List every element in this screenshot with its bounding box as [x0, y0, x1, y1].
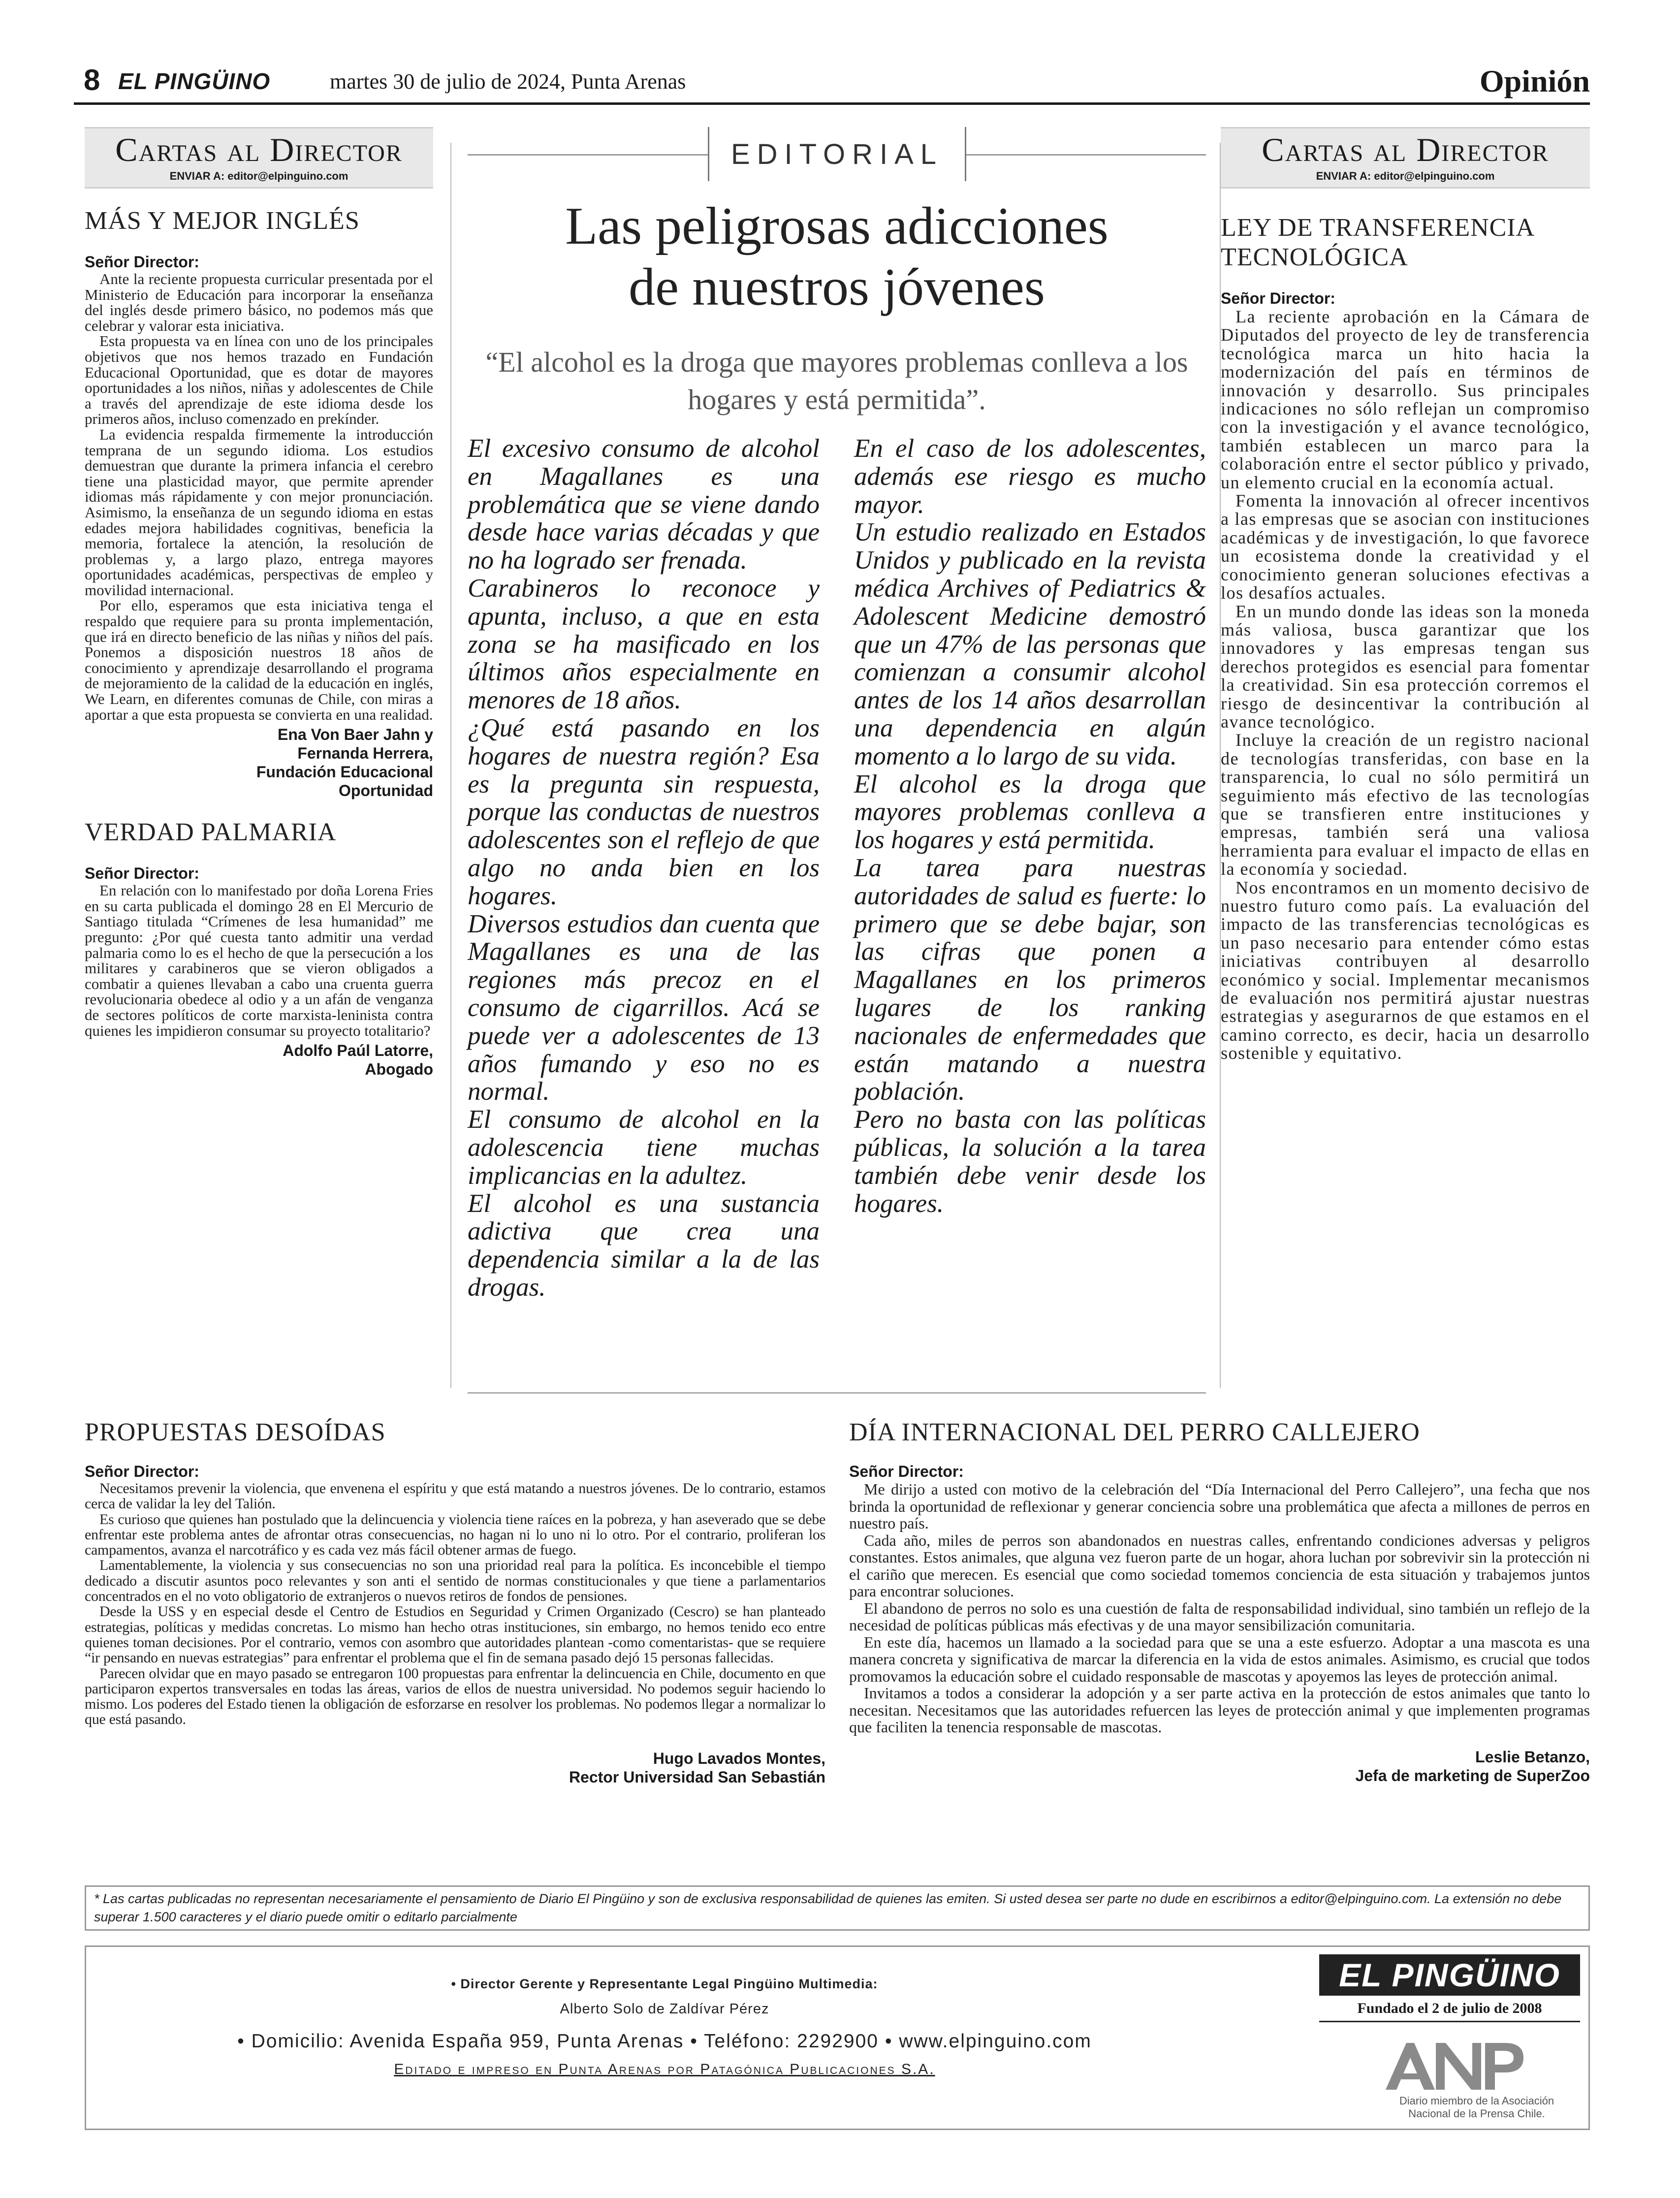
printed-by: Editado e impreso en Punta Arenas por Patagónica Publicaciones S.A.: [394, 2061, 935, 2077]
editorial-paragraph: Un estudio realizado en Estados Unidos y publicado en la revista médica Archives of Pediatrics & Adolescent Medicine demostró que un 47% de las personas que comienzan a consumir alcohol antes de los 14 años desarrollan una dependencia en algún momento a lo largo de su vida.: [854, 518, 1206, 770]
anp-caption: [1373, 2095, 1580, 2120]
editorial-rule: [468, 154, 708, 156]
headline-line: de nuestros jóvenes: [629, 258, 1045, 317]
letter-paragraph: Incluye la creación de un registro nacional de tecnologías transferidas, con base en la transparencia, lo cual no sólo permitirá un seguimiento más efectivo de las tecnologías que se transfieren entre instituciones y empresas, también será una valiosa herramienta para evaluar el impacto de ellas en la economía y sociedad.: [1221, 730, 1590, 879]
letter-salutation: Señor Director:: [85, 253, 199, 271]
letter-paragraph: La evidencia respalda firmemente la introducción temprana de un segundo idioma. Los estudios demuestran que durante la primera infancia el cerebro tiene una plasticidad mayor, que permite aprender idiomas más rápidamente y con mejor pronunciación. Asimismo, la enseñanza de un segundo idioma en estas edades mejora habilidades cognitivas, beneficia la memoria, fortalece la atención, la resolución de problemas y, a largo plazo, entrega mayores oportunidades académicas, perspectivas de empleo y movilidad internacional.: [85, 425, 433, 599]
director-label: • Director Gerente y Representante Legal Pingüino Multimedia:: [451, 1976, 878, 1991]
letter-paragraph: Esta propuesta va en línea con uno de los principales objetivos que nos hemos trazado en Fundación Educacional Oportunidad, que es dotar de mayores oportunidades a los niños, niñas y adolescentes de Chile a través del aprendizaje de este idioma desde los primeros años, incluso comenzado en prekínder.: [85, 332, 433, 428]
signature-line: Ena Von Baer Jahn y: [278, 726, 433, 744]
letter-paragraph: Cada año, miles de perros son abandonados en nuestras calles, enfrentando condiciones adversas y peligros constantes. Estos animales, que alguna vez fueron parte de un hogar, ahora luchan por sobrevivir sin la protección ni el cariño que merecen. Es esencial que como sociedad tomemos conciencia de esta situación y trabajemos juntos para encontrar soluciones.: [849, 1531, 1590, 1600]
signature-line: Adolfo Paúl Latorre,: [283, 1042, 433, 1060]
letters-banner-title: Cartas al Director: [1262, 131, 1549, 168]
letter-title: PROPUESTAS DESOÍDAS: [85, 1418, 386, 1446]
page-number: 8: [84, 64, 100, 96]
editorial: [468, 127, 1206, 1395]
letter-signature: [85, 1041, 433, 1079]
letter-paragraph: Es curioso que quienes han postulado que la delincuencia y violencia tiene raíces en la pobreza, y han aseverado que se debe enfrentar este problema antes de afrontar otras consecuencias, no hagan ni lo uno ni lo otro. Por el contrario, proliferan los campamentos, avanza el narcotráfico y es cada vez más fácil obtener armas de fuego.: [85, 1511, 825, 1559]
dateline: martes 30 de julio de 2024, Punta Arenas: [330, 69, 686, 94]
editorial-paragraph: ¿Qué está pasando en los hogares de nuestra región? Esa es la pregunta sin respuesta, porque las conductas de nuestros adolescentes son el reflejo de que algo no anda bien en los hogares.: [468, 713, 820, 910]
signature-line: Rector Universidad San Sebastián: [569, 1768, 825, 1786]
signature-line: Abogado: [365, 1060, 433, 1079]
publication-footer: [85, 1945, 1590, 2130]
editorial-bottom-rule: [468, 1392, 1206, 1394]
letter-salutation: Señor Director:: [849, 1463, 964, 1480]
letters-banner-email: ENVIAR A: editor@elpinguino.com: [169, 170, 349, 182]
letters-column-left: [85, 127, 433, 1079]
letter-signature: [85, 725, 433, 800]
editorial-pullquote: “El alcohol es la droga que mayores problemas conlleva a los hogares y está permitida”.: [485, 346, 1188, 415]
letter-salutation: Señor Director:: [85, 1463, 199, 1480]
page-header: [74, 59, 1590, 106]
signature-line: Leslie Betanzo,: [1475, 1748, 1590, 1766]
editorial-paragraph: Pero no basta con las políticas públicas, la solución a la tarea también debe venir desde los hogares.: [854, 1105, 1206, 1218]
letter-paragraph: Fomenta la innovación al ofrecer incentivos a las empresas que se asocian con instituciones académicas y de investigación, lo que favorece un ecosistema donde la creatividad y el conocimiento generan soluciones efectivas a los desafíos actuales.: [1221, 491, 1590, 603]
letter-paragraph: Por ello, esperamos que esta iniciativa tenga el respaldo que requiere para su pronta implementación, que irá en directo beneficio de las niñas y niños del país. Ponemos a disposición nuestros 18 años de conocimiento y aprendizaje desarrollando el programa de mejoramiento de la calidad de la educación en inglés, We Learn, en diferentes comunas de Chile, con miras a aportar a que esta propuesta se convierta en una realidad.: [85, 597, 433, 723]
letter-paragraph: Parecen olvidar que en mayo pasado se entregaron 100 propuestas para enfrentar la delincuencia en Chile, documento en que participaron expertos transversales en todas las áreas, varios de ellos de nuestra universidad. No podemos seguir haciendo lo mismo. Los poderes del Estado tienen la obligación de esforzarse en resolver los problemas. No podemos llegar a normalizar lo que está pasando.: [85, 1665, 825, 1728]
contact-line: • Domicilio: Avenida España 959, Punta Arenas • Teléfono: 2292900 • www.elpinguino.com: [237, 2031, 1092, 2052]
anp-caption-line: Nacional de la Prensa Chile.: [1408, 2107, 1545, 2120]
letters-banner: [85, 127, 433, 189]
letters-disclaimer: * Las cartas publicadas no representan necesariamente el pensamiento de Diario El Pingüino y son de exclusiva responsabilidad de quienes las emiten. Si usted desea ser parte no dude en escribirnos a editor@elpinguino.com. La extensión no debe superar 1.500 caracteres y el diario puede omitir o editarlo parcialmente: [85, 1885, 1590, 1931]
letter-signature: [849, 1748, 1590, 1785]
letter-paragraph: La reciente aprobación en la Cámara de Diputados del proyecto de ley de transferencia tecnológica marca un hito hacia la modernización del país en términos de innovación y desarrollo. Sus principales indicaciones no sólo reflejan un compromiso con la investigación y el avance tecnológico, también establecen un marco para la colaboración entre el sector público y privado, un elemento crucial en la economía actual.: [1221, 307, 1590, 492]
letter-signature: [85, 1749, 825, 1786]
signature-line: Fundación Educacional: [256, 763, 433, 781]
letter-title: LEY DE TRANSFERENCIA TECNOLÓGICA: [1221, 214, 1534, 271]
letter-body: [85, 883, 433, 1038]
letter-paragraph: Necesitamos prevenir la violencia, que envenena el espíritu y que está matando a nuestros jóvenes. De lo contrario, estamos cerca de validar la ley del Talión.: [85, 1480, 825, 1512]
editorial-rule: [966, 154, 1206, 156]
letter-body: [849, 1481, 1590, 1736]
editorial-paragraph: El alcohol es una sustancia adictiva que crea una dependencia similar a la de las drogas.: [468, 1189, 820, 1302]
letter-title: VERDAD PALMARIA: [85, 818, 337, 847]
headline-line: Las peligrosas adicciones: [565, 197, 1109, 255]
editorial-label: EDITORIAL: [708, 127, 966, 181]
letter-paragraph: Desde la USS y en especial desde el Centro de Estudios en Seguridad y Crimen Organizado (Cescro) se han planteado estrategias, políticas y medidas concretas. Lo mismo han hecho otras instituciones, sin embargo, no hemos tenido eco entre quienes toman decisiones. Por el contrario, vemos con asombro que autoridades plantean -como comentaristas- que se requiere “ir pensando en nuevas estrategias” para enfrentar el problema que el fin de semana pasado dejó 15 personas fallecidas.: [85, 1603, 825, 1666]
signature-line: Oportunidad: [339, 782, 433, 800]
letter-salutation: Señor Director:: [1221, 289, 1335, 307]
letter-body: [85, 271, 433, 722]
letter-perro-callejero: [849, 1418, 1590, 1785]
letter-body: [85, 1481, 825, 1727]
letters-banner: [1221, 127, 1590, 189]
letters-column-right: [1221, 127, 1590, 1063]
signature-line: Hugo Lavados Montes,: [653, 1749, 825, 1767]
editorial-paragraph: El excesivo consumo de alcohol en Magallanes es una problemática que se viene dando desde hace varias décadas y que no ha logrado ser frenada.: [468, 434, 820, 575]
letter-paragraph: El abandono de perros no solo es una cuestión de falta de responsabilidad individual, sino también un reflejo de la necesidad de políticas públicas más efectivas y de una mayor sensibilización comunitaria.: [849, 1599, 1590, 1634]
letter-paragraph: Lamentablemente, la violencia y sus consecuencias no son una prioridad real para la política. Es inconcebible el tiempo dedicado a discutir asuntos poco relevantes y son anti el sentido de normas constitucionales y que tiene a parlamentarios concentrados en el no voto obligatorio de extranjeros o nuevos retiros de fondos de pensiones.: [85, 1557, 825, 1605]
letter-paragraph: Invitamos a todos a considerar la adopción y a ser parte activa en la protección de estos animales que tanto lo necesitan. Necesitamos que las autoridades refuercen las leyes de protección animal y que implementen programas que faciliten la tenencia responsable de mascotas.: [849, 1684, 1590, 1736]
editorial-column-1: [468, 435, 820, 1302]
letter-paragraph: Nos encontramos en un momento decisivo de nuestro futuro como país. La evaluación del impacto de las transferencias tecnológicas es un paso necesario para entender cómo estas iniciativas contribuyen al desarrollo económico y social. Implementar mecanismos de evaluación nos permitirá ajustar nuestras estrategias y asegurarnos de que estamos en el camino correcto, es decir, hacia un desarrollo sostenible y equitativo.: [1221, 877, 1590, 1063]
letter-salutation: Señor Director:: [85, 864, 199, 883]
anp-caption-line: Diario miembro de la Asociación: [1399, 2095, 1554, 2107]
letter-title: MÁS Y MEJOR INGLÉS: [85, 207, 360, 235]
masthead-logo: EL PINGÜINO: [118, 68, 271, 94]
letter-paragraph: En relación con lo manifestado por doña Lorena Fries en su carta publicada el domingo 28 en El Mercurio de Santiago titulada “Crímenes de lesa humanidad” me pregunto: ¿Por qué cuesta tanto admitir una verdad palmaria como lo es el hecho de que la persecución a los militares y carabineros que se vieron obligados a combatir a quienes llevaban a cabo una cruenta guerra revolucionaria obedece al odio y a un afán de venganza de sectores políticos de corte marxista-leninista contra quienes les impidieron consumar su proyecto totalitario?: [85, 882, 433, 1039]
letters-banner-title: Cartas al Director: [115, 131, 403, 168]
letter-paragraph: Ante la reciente propuesta curricular presentada por el Ministerio de Educación para incorporar la enseñanza del inglés desde primero básico, no podemos más que celebrar y valorar esta iniciativa.: [85, 270, 433, 334]
editorial-paragraph: El alcohol es la droga que mayores problemas conlleva a los hogares y está permitida.: [854, 769, 1206, 855]
letters-banner-email: ENVIAR A: editor@elpinguino.com: [1316, 170, 1495, 182]
column-divider: [450, 143, 451, 1388]
editorial-column-2: [854, 435, 1206, 1217]
letter-paragraph: En un mundo donde las ideas son la moneda más valiosa, busca garantizar que los innovadores y las empresas tengan sus derechos protegidos es esencial para fomentar la creatividad. Sin esa protección corremos el riesgo de desincentivar la contribución al avance tecnológico.: [1221, 601, 1590, 732]
founded-date: Fundado el 2 de julio de 2008: [1319, 2000, 1580, 2022]
signature-line: Fernanda Herrera,: [297, 744, 433, 763]
letter-propuestas: [85, 1418, 825, 1786]
editorial-headline: [468, 196, 1206, 318]
editorial-paragraph: En el caso de los adolescentes, además ese riesgo es mucho mayor.: [854, 434, 1206, 519]
editorial-paragraph: Diversos estudios dan cuenta que Magallanes es una de las regiones más precoz en el consumo de cigarrillos. Acá se puede ver a adolescentes de 13 años fumando y eso no es normal.: [468, 909, 820, 1106]
editorial-paragraph: La tarea para nuestras autoridades de salud es fuerte: lo primero que se debe bajar, son las cifras que ponen a Magallanes en los primeros lugares de los ranking nacionales de enfermedades que están matando a nuestra población.: [854, 853, 1206, 1106]
letter-paragraph: En este día, hacemos un llamado a la sociedad para que se una a este esfuerzo. Adoptar a una mascota es una manera concreta y significativa de marcar la diferencia en la vida de estos animales. Asimismo, es crucial que todos promovamos la educación sobre el cuidado responsable de mascotas y apoyemos las leyes de protección animal.: [849, 1633, 1590, 1685]
director-name: Alberto Solo de Zaldívar Pérez: [560, 2001, 769, 2017]
signature-line: Jefa de marketing de SuperZoo: [1355, 1766, 1590, 1784]
header-rule: [74, 102, 1590, 105]
letter-title: DÍA INTERNACIONAL DEL PERRO CALLEJERO: [849, 1418, 1420, 1446]
letter-paragraph: Me dirijo a usted con motivo de la celebración del “Día Internacional del Perro Callejero”, una fecha que nos brinda la oportunidad de reflexionar y generar conciencia sobre una problemática que afecta a millones de perros en nuestro país.: [849, 1480, 1590, 1532]
brand-logo: EL PINGÜINO: [1319, 1954, 1580, 1996]
editorial-paragraph: Carabineros lo reconoce y apunta, incluso, a que en esta zona se ha masificado en los últimos años especialmente en menores de 18 años.: [468, 573, 820, 715]
editorial-paragraph: El consumo de alcohol en la adolescencia tiene muchas implicancias en la adultez.: [468, 1105, 820, 1190]
section-title: Opinión: [1479, 64, 1590, 98]
letter-body: [1221, 308, 1590, 1063]
